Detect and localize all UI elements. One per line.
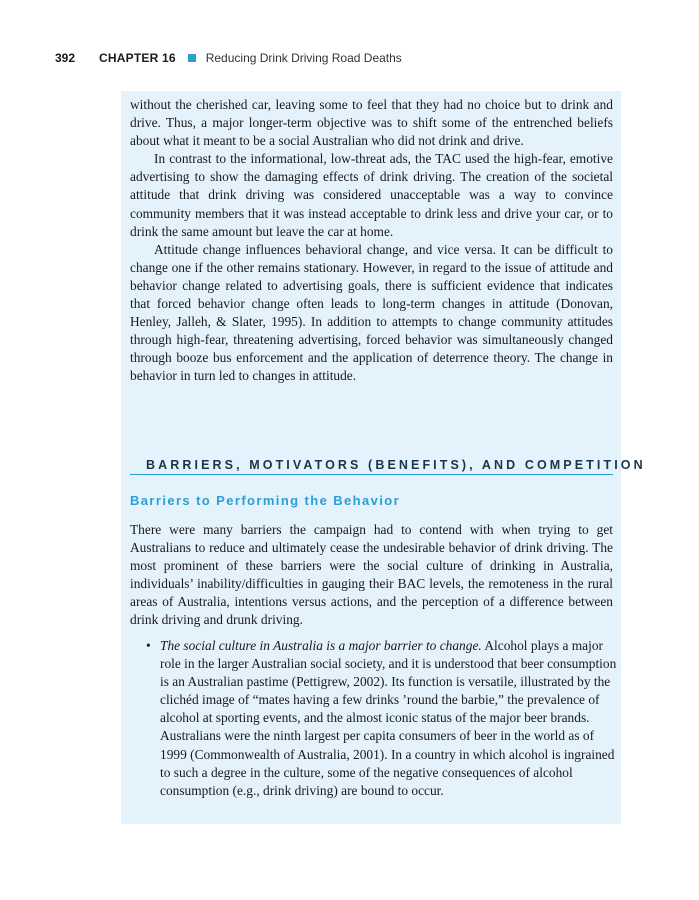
paragraph: without the cherished car, leaving some to feel that they had no choice but to drink and drive. Thus, a major longer-term objective was to shift some of the entrenched beliefs about what it meant to be a social Australian who did not drink and drive. [130,97,613,149]
body-text-block [130,96,613,386]
running-header [55,50,402,66]
page-number: 392 [55,51,76,65]
section-heading: BARRIERS, MOTIVATORS (BENEFITS), AND COMPETITION [146,458,646,472]
paragraph: There were many barriers the campaign had to contend with when trying to get Australians to reduce and ultimately cease the undesirable behavior of drink driving. The most prominent of these barriers were the social culture of drinking in Australia, individuals’ inability/difficulties in gauging their BAC levels, the remoteness in the rural areas of Australia, intentions versus actions, and the perception of a difference between drink driving and drunk driving. [130,522,613,628]
bullet-dot-icon: • [146,638,151,653]
square-bullet-icon [188,54,196,62]
running-title: Reducing Drink Driving Road Deaths [205,51,402,65]
body-text-block [130,521,613,630]
paragraph: Attitude change influences behavioral change, and vice versa. It can be difficult to change one if the other remains stationary. However, in regard to the issue of attitude and behavior change related to advertising goals, there is sufficient evidence that indicates that forced behavior change often leads to long-term changes in attitude (Donovan, Henley, Jalleh, & Slater, 1995). In addition to attempts to change community attitudes through high-fear, threatening advertising, forced behavior was simultaneously changed through booze bus enforcement and the application of deterrence theory. The change in behavior in turn led to changes in attitude. [130,241,613,384]
section-divider [130,474,613,475]
bullet-list-item [146,637,618,800]
bullet-text [160,637,618,800]
subheading: Barriers to Performing the Behavior [130,493,401,508]
paragraph: In contrast to the informational, low-threat ads, the TAC used the high-fear, emotive advertising to show the damaging effects of drink driving. The creation of the societal attitude that drink driving was considered unacceptable was a way to convince community members that it was instead acceptable to drink less and drive your car, or to drink the same amount but leave the car at home. [130,151,613,239]
chapter-label: CHAPTER 16 [99,51,176,65]
bullet-lead: The social culture in Australia is a major barrier to change. [160,638,482,653]
bullet-body: Alcohol plays a major role in the larger Australian social society, and it is understood that beer consumption is an Australian pastime (Pettigrew, 2002). Its function is versatile, illustrated by the clichéd image of “mates having a few drinks ’round the barbie,” the prevalence of alcohol at sporting events, and the almost iconic status of the major beer brands. Australians were the ninth largest per capita consumers of beer in the world as of 1999 (Commonwealth of Australia, 2001). In a country in which alcohol is ingrained to such a degree in the culture, some of the negative consequences of alcohol consumption (e.g., drink driving) are bound to occur. [160,638,617,798]
